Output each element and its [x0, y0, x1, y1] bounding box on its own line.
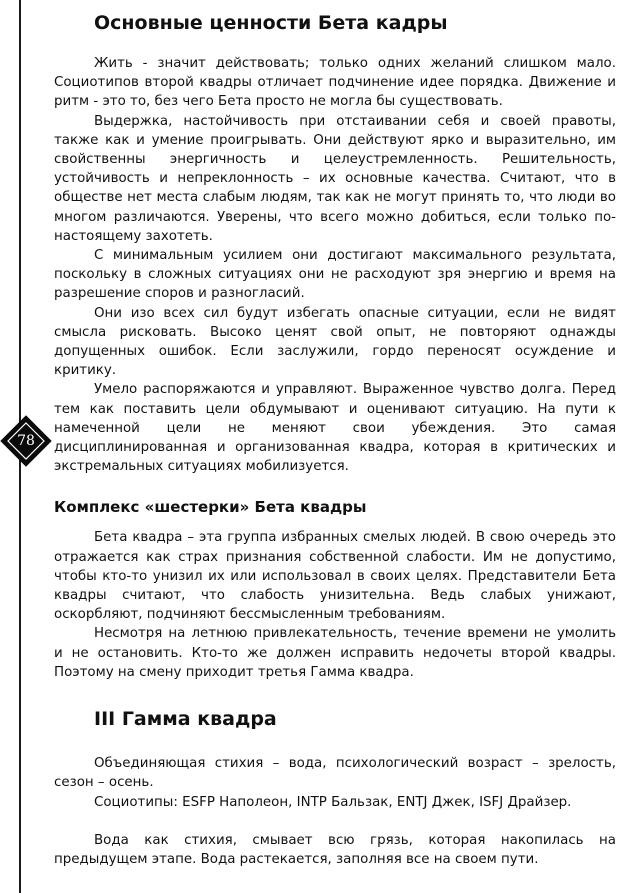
paragraph: Жить - значит действовать; только одних желаний слишком мало. Социотипов второй квадры отличает подчинение идее порядка. Движение и ритм - это то, без чего Бета просто не могла бы существовать. — [54, 56, 616, 110]
page-number: 78 — [17, 433, 35, 449]
section-title-beta-values: Основные ценности Бета кадры — [94, 12, 448, 34]
paragraph: Несмотря на летнюю привлекательность, течение времени не умолить и не остановить. Кто-то же должен исправить недочеты второй квадры. Поэтому на смену приходит третья Гамма квадра. — [54, 626, 616, 680]
paragraph: Выдержка, настойчивость при отстаивании себя и своей правоты, также как и умение проигрывать. Они действуют ярко и выразительно, им свойственны энергичность и целеустремленность. Решительность, устойчивость и непреклонность – их основные качества. Считают, что в обществе нет места слабым людям, так как не могут принять то, что люди во многом различаются. Уверены, что всего можно добиться, если только по-настоящему захотеть. — [54, 113, 616, 244]
paragraph: Умело распоряжаются и управляют. Выраженное чувство долга. Перед тем как поставить цели обдумывают и оценивают ситуацию. На пути к намеченной цели не меняют свои убеждения. Это самая дисциплинированная и организованная квадра, которая в критических и экстремальных ситуациях мобилизуется. — [54, 382, 616, 475]
page-number-badge — [0, 415, 52, 467]
page-content — [54, 10, 616, 869]
paragraph: Социотипы: ESFP Наполеон, INTP Бальзак, ENTJ Джек, ISFJ Драйзер. — [94, 794, 572, 810]
paragraph: Они изо всех сил будут избегать опасные ситуации, если не видят смысла рисковать. Высоко ценят свой опыт, не повторяют однажды допущенных ошибок. Если заслужили, гордо переносят осуждение и критику. — [54, 305, 616, 379]
paragraph: С минимальным усилием они достигают максимального результата, поскольку в сложных ситуациях они не расходуют зря энергию и время на разрешение споров и разногласий. — [54, 248, 616, 302]
paragraph: Вода как стихия, смывает всю грязь, которая накопилась на предыдущем этапе. Вода растекается, заполняя все на своем пути. — [54, 832, 616, 867]
paragraph: Объединяющая стихия – вода, психологический возраст – зрелость, сезон – осень. — [54, 756, 616, 791]
section-title-gamma-quadra: III Гамма квадра — [94, 708, 277, 731]
paragraph: Бета квадра – эта группа избранных смелых людей. В свою очередь это отражается как страх признания собственной слабости. Им не допустимо, чтобы кто-то унизил их или использовал в своих целях. Представители Бета квадры считают, что слабость унизительна. Ведь слабых унижают, оскорбляют, подчиняют бессмысленным требованиям. — [54, 530, 616, 623]
section-title-beta-complex: Комплекс «шестерки» Бета квадры — [54, 498, 367, 517]
